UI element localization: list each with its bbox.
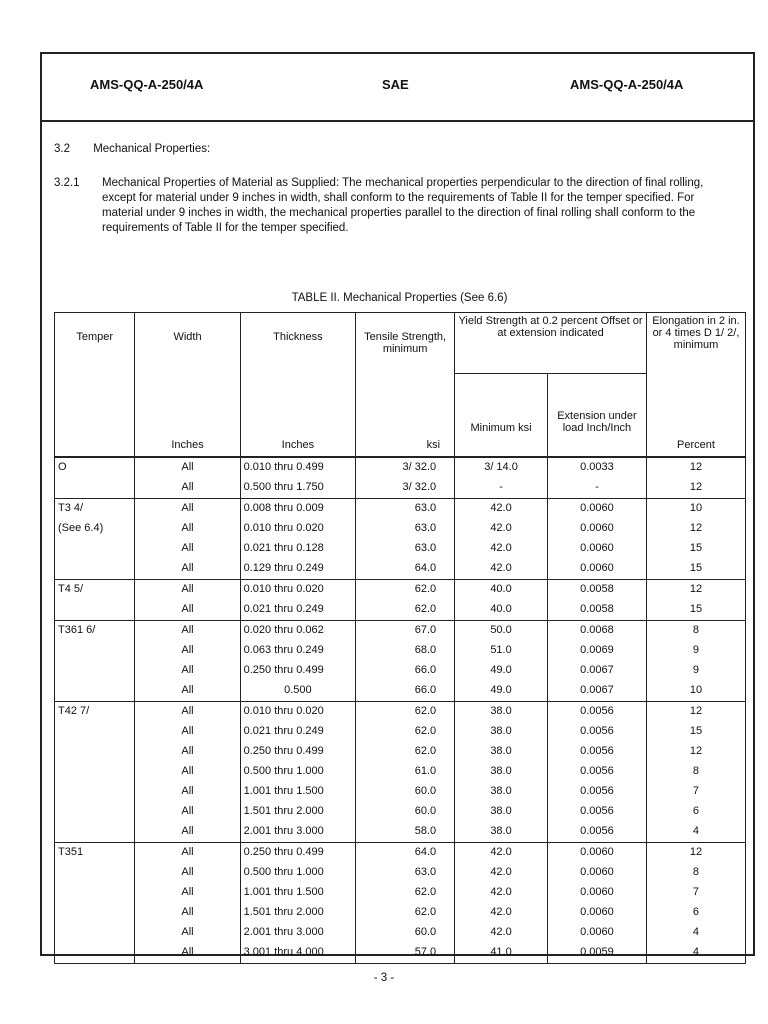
elongation-cell: 12 [646,702,745,723]
extension-cell: 0.0059 [547,943,646,964]
col-header-minimum: Minimum ksi [455,374,548,437]
temper-cell: (See 6.4) [55,519,135,539]
section-3-2-1-text: Mechanical Properties of Material as Supplied: The mechanical properties perpendicular to the direction of final rolling, except for material under 9 inches in width, shall conform to the requirements of Table II for the temper specified. For material under 9 inches in width, the mechanical properties parallel to the direction of final rolling shall conform to the requirements of Table II for the temper specified. [102,177,704,234]
width-cell: All [135,742,240,762]
table-row [55,661,746,681]
yield-minimum-cell: 51.0 [455,641,548,661]
thickness-cell: 0.010 thru 0.020 [240,519,356,539]
thickness-cell: 0.008 thru 0.009 [240,499,356,520]
thickness-cell: 0.500 [240,681,356,702]
tensile-cell: 68.0 [356,641,455,661]
thickness-cell: 0.021 thru 0.249 [240,722,356,742]
elongation-cell: 9 [646,661,745,681]
thickness-cell: 0.021 thru 0.128 [240,539,356,559]
table-row [55,457,746,478]
document-header [42,54,753,122]
extension-cell: 0.0060 [547,519,646,539]
temper-cell: T3 4/ [55,499,135,520]
temper-cell [55,742,135,762]
tensile-cell: 62.0 [356,600,455,621]
unit-thickness: Inches [240,436,356,457]
extension-cell: 0.0056 [547,802,646,822]
extension-cell: 0.0060 [547,863,646,883]
thickness-cell: 1.001 thru 1.500 [240,782,356,802]
tensile-cell: 57.0 [356,943,455,964]
temper-cell [55,802,135,822]
elongation-cell: 12 [646,478,745,499]
temper-cell [55,923,135,943]
page-number: - 3 - [373,972,395,984]
width-cell: All [135,722,240,742]
yield-minimum-cell: 42.0 [455,863,548,883]
col-header-extension: Extension under load Inch/Inch [547,374,646,437]
section-3-2-number: 3.2 [54,143,70,155]
extension-cell: 0.0060 [547,923,646,943]
extension-cell: 0.0056 [547,782,646,802]
temper-cell: O [55,457,135,478]
yield-minimum-cell: 38.0 [455,762,548,782]
extension-cell: 0.0060 [547,499,646,520]
elongation-cell: 8 [646,621,745,642]
header-doc-id-left: AMS-QQ-A-250/4A [90,77,204,92]
tensile-cell: 3/ 32.0 [356,457,455,478]
unit-tensile: ksi [356,436,455,457]
yield-minimum-cell: 40.0 [455,580,548,601]
thickness-cell: 1.501 thru 2.000 [240,802,356,822]
yield-minimum-cell: 42.0 [455,559,548,580]
extension-cell: 0.0060 [547,883,646,903]
table-row [55,580,746,601]
thickness-cell: 0.129 thru 0.249 [240,559,356,580]
width-cell: All [135,621,240,642]
width-cell: All [135,478,240,499]
width-cell: All [135,923,240,943]
width-cell: All [135,822,240,843]
temper-cell [55,681,135,702]
yield-minimum-cell: 40.0 [455,600,548,621]
tensile-cell: 62.0 [356,580,455,601]
extension-cell: 0.0056 [547,702,646,723]
elongation-cell: 4 [646,822,745,843]
elongation-cell: 7 [646,782,745,802]
temper-cell: T361 6/ [55,621,135,642]
width-cell: All [135,519,240,539]
extension-cell: - [547,478,646,499]
yield-minimum-cell: 42.0 [455,843,548,864]
table-row [55,762,746,782]
thickness-cell: 0.021 thru 0.249 [240,600,356,621]
elongation-cell: 12 [646,843,745,864]
tensile-cell: 67.0 [356,621,455,642]
width-cell: All [135,702,240,723]
tensile-cell: 63.0 [356,539,455,559]
tensile-cell: 60.0 [356,802,455,822]
thickness-cell: 3.001 thru 4.000 [240,943,356,964]
extension-cell: 0.0067 [547,661,646,681]
thickness-cell: 0.010 thru 0.020 [240,580,356,601]
tensile-cell: 62.0 [356,742,455,762]
tensile-cell: 60.0 [356,782,455,802]
yield-minimum-cell: 38.0 [455,822,548,843]
tensile-cell: 62.0 [356,883,455,903]
width-cell: All [135,559,240,580]
temper-cell [55,903,135,923]
width-cell: All [135,580,240,601]
table-row [55,883,746,903]
tensile-cell: 62.0 [356,903,455,923]
temper-cell [55,943,135,964]
temper-cell [55,661,135,681]
unit-extension [547,436,646,457]
yield-minimum-cell: 3/ 14.0 [455,457,548,478]
document-page [40,52,755,959]
elongation-cell: 12 [646,742,745,762]
yield-minimum-cell: 49.0 [455,661,548,681]
table-row [55,923,746,943]
extension-cell: 0.0060 [547,843,646,864]
yield-minimum-cell: 42.0 [455,539,548,559]
elongation-cell: 6 [646,802,745,822]
yield-minimum-cell: 38.0 [455,742,548,762]
temper-cell [55,559,135,580]
elongation-cell: 7 [646,883,745,903]
table-row [55,621,746,642]
thickness-cell: 2.001 thru 3.000 [240,923,356,943]
temper-cell: T42 7/ [55,702,135,723]
extension-cell: 0.0033 [547,457,646,478]
yield-minimum-cell: 42.0 [455,923,548,943]
unit-width: Inches [135,436,240,457]
tensile-cell: 64.0 [356,559,455,580]
elongation-cell: 4 [646,943,745,964]
elongation-cell: 15 [646,559,745,580]
thickness-cell: 0.010 thru 0.020 [240,702,356,723]
tensile-cell: 63.0 [356,863,455,883]
temper-cell [55,782,135,802]
width-cell: All [135,661,240,681]
table-row [55,802,746,822]
elongation-cell: 12 [646,519,745,539]
width-cell: All [135,782,240,802]
tensile-cell: 3/ 32.0 [356,478,455,499]
tensile-cell: 63.0 [356,519,455,539]
unit-temper [55,436,135,457]
col-header-temper: Temper [55,313,135,437]
temper-cell [55,883,135,903]
width-cell: All [135,943,240,964]
temper-cell [55,539,135,559]
temper-cell: T351 [55,843,135,864]
extension-cell: 0.0056 [547,742,646,762]
table-row [55,519,746,539]
yield-minimum-cell: 42.0 [455,519,548,539]
thickness-cell: 0.250 thru 0.499 [240,661,356,681]
temper-cell [55,478,135,499]
extension-cell: 0.0060 [547,559,646,580]
yield-minimum-cell: 38.0 [455,802,548,822]
thickness-cell: 0.500 thru 1.000 [240,762,356,782]
unit-elongation: Percent [646,436,745,457]
tensile-cell: 63.0 [356,499,455,520]
table-row [55,478,746,499]
table-row [55,843,746,864]
table-row [55,822,746,843]
width-cell: All [135,681,240,702]
thickness-cell: 0.063 thru 0.249 [240,641,356,661]
yield-minimum-cell: 50.0 [455,621,548,642]
width-cell: All [135,802,240,822]
yield-minimum-cell: - [455,478,548,499]
temper-cell [55,863,135,883]
extension-cell: 0.0060 [547,903,646,923]
width-cell: All [135,457,240,478]
mechanical-properties-table [54,312,746,964]
table-row [55,559,746,580]
table-row [55,499,746,520]
extension-cell: 0.0058 [547,600,646,621]
width-cell: All [135,843,240,864]
extension-cell: 0.0067 [547,681,646,702]
elongation-cell: 8 [646,863,745,883]
temper-cell [55,822,135,843]
tensile-cell: 62.0 [356,702,455,723]
temper-cell [55,762,135,782]
width-cell: All [135,903,240,923]
col-header-elongation: Elongation in 2 in. or 4 times D 1/ 2/, minimum [646,313,745,437]
extension-cell: 0.0069 [547,641,646,661]
temper-cell [55,641,135,661]
elongation-cell: 10 [646,499,745,520]
width-cell: All [135,600,240,621]
header-doc-id-right: AMS-QQ-A-250/4A [570,77,684,92]
yield-minimum-cell: 42.0 [455,903,548,923]
elongation-cell: 6 [646,903,745,923]
tensile-cell: 60.0 [356,923,455,943]
table-row [55,539,746,559]
yield-minimum-cell: 38.0 [455,782,548,802]
tensile-cell: 66.0 [356,681,455,702]
elongation-cell: 4 [646,923,745,943]
thickness-cell: 1.001 thru 1.500 [240,883,356,903]
width-cell: All [135,883,240,903]
elongation-cell: 10 [646,681,745,702]
width-cell: All [135,762,240,782]
yield-minimum-cell: 41.0 [455,943,548,964]
table-title: TABLE II. Mechanical Properties (See 6.6) [291,292,508,304]
thickness-cell: 0.250 thru 0.499 [240,742,356,762]
width-cell: All [135,863,240,883]
tensile-cell: 62.0 [356,722,455,742]
width-cell: All [135,499,240,520]
extension-cell: 0.0056 [547,722,646,742]
table-row [55,702,746,723]
extension-cell: 0.0068 [547,621,646,642]
yield-minimum-cell: 38.0 [455,722,548,742]
table-body [55,436,746,964]
width-cell: All [135,539,240,559]
thickness-cell: 1.501 thru 2.000 [240,903,356,923]
table-row [55,782,746,802]
tensile-cell: 66.0 [356,661,455,681]
thickness-cell: 2.001 thru 3.000 [240,822,356,843]
extension-cell: 0.0060 [547,539,646,559]
thickness-cell: 0.500 thru 1.000 [240,863,356,883]
table-row [55,681,746,702]
table-row [55,742,746,762]
elongation-cell: 9 [646,641,745,661]
col-header-thickness: Thickness [240,313,356,437]
temper-cell [55,600,135,621]
table-row [55,641,746,661]
yield-minimum-cell: 49.0 [455,681,548,702]
table-row [55,863,746,883]
elongation-cell: 12 [646,457,745,478]
width-cell: All [135,641,240,661]
elongation-cell: 15 [646,600,745,621]
col-header-yield: Yield Strength at 0.2 percent Offset or at extension indicated [455,313,647,374]
extension-cell: 0.0056 [547,822,646,843]
section-3-2-1-number: 3.2.1 [54,177,80,189]
extension-cell: 0.0058 [547,580,646,601]
elongation-cell: 15 [646,722,745,742]
temper-cell: T4 5/ [55,580,135,601]
col-header-width: Width [135,313,240,437]
table-row [55,943,746,964]
table-row [55,903,746,923]
table-row [55,722,746,742]
thickness-cell: 0.010 thru 0.499 [240,457,356,478]
yield-minimum-cell: 42.0 [455,883,548,903]
header-org: SAE [382,77,409,92]
section-3-2 [54,142,210,157]
elongation-cell: 12 [646,580,745,601]
tensile-cell: 61.0 [356,762,455,782]
tensile-cell: 58.0 [356,822,455,843]
section-3-2-title: Mechanical Properties: [93,143,211,155]
elongation-cell: 15 [646,539,745,559]
thickness-cell: 0.250 thru 0.499 [240,843,356,864]
tensile-cell: 64.0 [356,843,455,864]
col-header-tensile: Tensile Strength, minimum [356,313,455,437]
units-row [55,436,746,457]
thickness-cell: 0.020 thru 0.062 [240,621,356,642]
elongation-cell: 8 [646,762,745,782]
temper-cell [55,722,135,742]
yield-minimum-cell: 42.0 [455,499,548,520]
table-row [55,600,746,621]
extension-cell: 0.0056 [547,762,646,782]
thickness-cell: 0.500 thru 1.750 [240,478,356,499]
unit-minimum [455,436,548,457]
yield-minimum-cell: 38.0 [455,702,548,723]
